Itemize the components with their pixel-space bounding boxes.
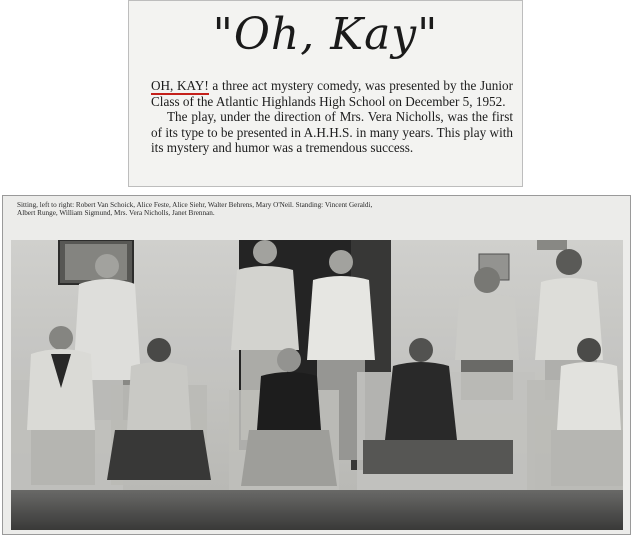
cast-photo-image [11,240,623,530]
article-clipping [128,0,523,187]
cast-photo-clipping [2,195,631,535]
article-paragraph-1-text: a three act mystery comedy, was presented by the Junior Class of the Atlantic Highlands High School on December 5, 1952. [151,78,513,109]
article-paragraph-2: The play, under the direction of Mrs. Vera Nicholls, was the first of its type to be presented in A.H.H.S. in many years. This play with its mystery and humor was a tremendous success. [151,109,513,156]
play-title-underlined: OH, KAY! [151,78,209,93]
article-paragraph-1 [151,78,513,109]
cast-photo [11,240,623,530]
play-title-heading: "Oh, Kay" [212,9,439,60]
photo-caption: Sitting, left to right: Robert Van Schoick, Alice Feste, Alice Siehr, Walter Behrens, Mary O'Neil. Standing: Vincent Geraldi, Albert Runge, William Sigmund, Mrs. Vera Nicholls, Janet Brennan. [17,201,373,218]
article-text [151,78,513,156]
